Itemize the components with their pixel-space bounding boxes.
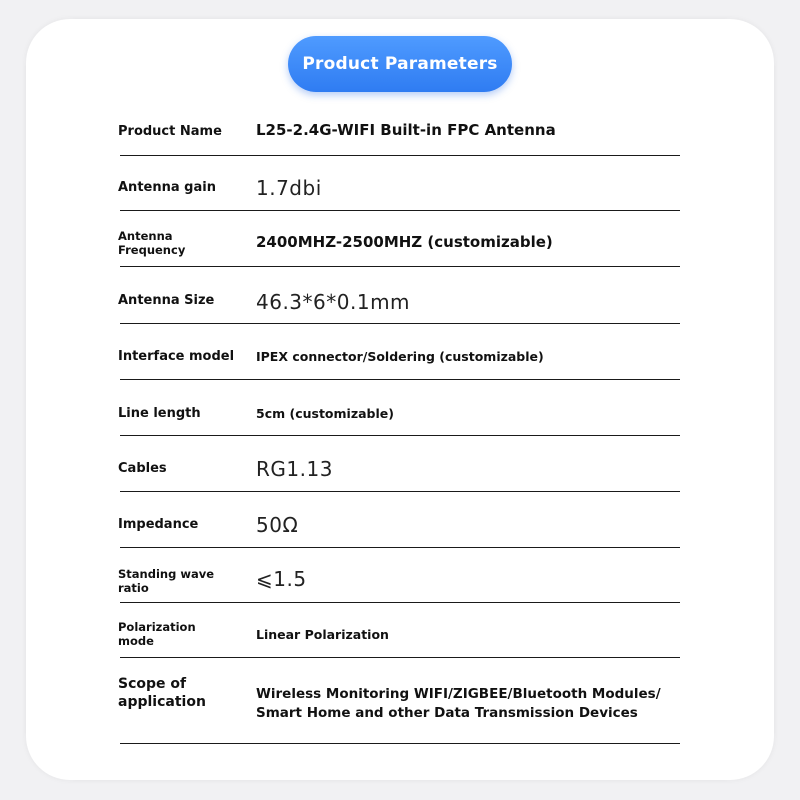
table-row-antenna-frequency [120, 211, 680, 267]
table-row-line-length [120, 380, 680, 436]
row-value: 1.7dbi [256, 176, 322, 200]
row-label: Scope of application [118, 676, 206, 710]
row-label: Standing wave ratio [118, 567, 215, 595]
row-value: 2400MHZ-2500MHZ (customizable) [256, 233, 553, 251]
row-value: 46.3*6*0.1mm [256, 290, 411, 314]
row-value: 50Ω [256, 513, 299, 537]
row-value: Linear Polarization [256, 627, 389, 642]
row-value: RG1.13 [256, 457, 333, 481]
row-value: ⩽1.5 [256, 567, 307, 591]
table-row-product-name [120, 104, 680, 156]
row-label: Cables [118, 461, 167, 476]
row-label: Line length [118, 406, 201, 421]
table-row-impedance [120, 492, 680, 548]
row-label: Antenna Size [118, 293, 215, 308]
table-row-scope-of-application [120, 658, 680, 744]
table-row-standing-wave-ratio [120, 548, 680, 603]
row-value: 5cm (customizable) [256, 406, 394, 421]
row-value: Wireless Monitoring WIFI/ZIGBEE/Bluetooth Modules/ Smart Home and other Data Transmission Devices [256, 686, 661, 721]
section-title-badge [288, 36, 512, 92]
table-row-antenna-size [120, 267, 680, 324]
row-value: L25-2.4G-WIFI Built-in FPC Antenna [256, 121, 556, 139]
row-label: Antenna gain [118, 180, 216, 195]
table-row-antenna-gain [120, 156, 680, 211]
table-row-cables [120, 436, 680, 492]
row-label: Antenna Frequency [118, 229, 186, 257]
section-title: Product Parameters [302, 54, 498, 74]
table-row-interface-model [120, 324, 680, 380]
row-value: IPEX connector/Soldering (customizable) [256, 349, 544, 364]
row-label: Product Name [118, 124, 222, 139]
table-row-polarization-mode [120, 603, 680, 658]
row-label: Impedance [118, 517, 199, 532]
row-label: Polarization mode [118, 620, 196, 648]
row-label: Interface model [118, 349, 235, 364]
